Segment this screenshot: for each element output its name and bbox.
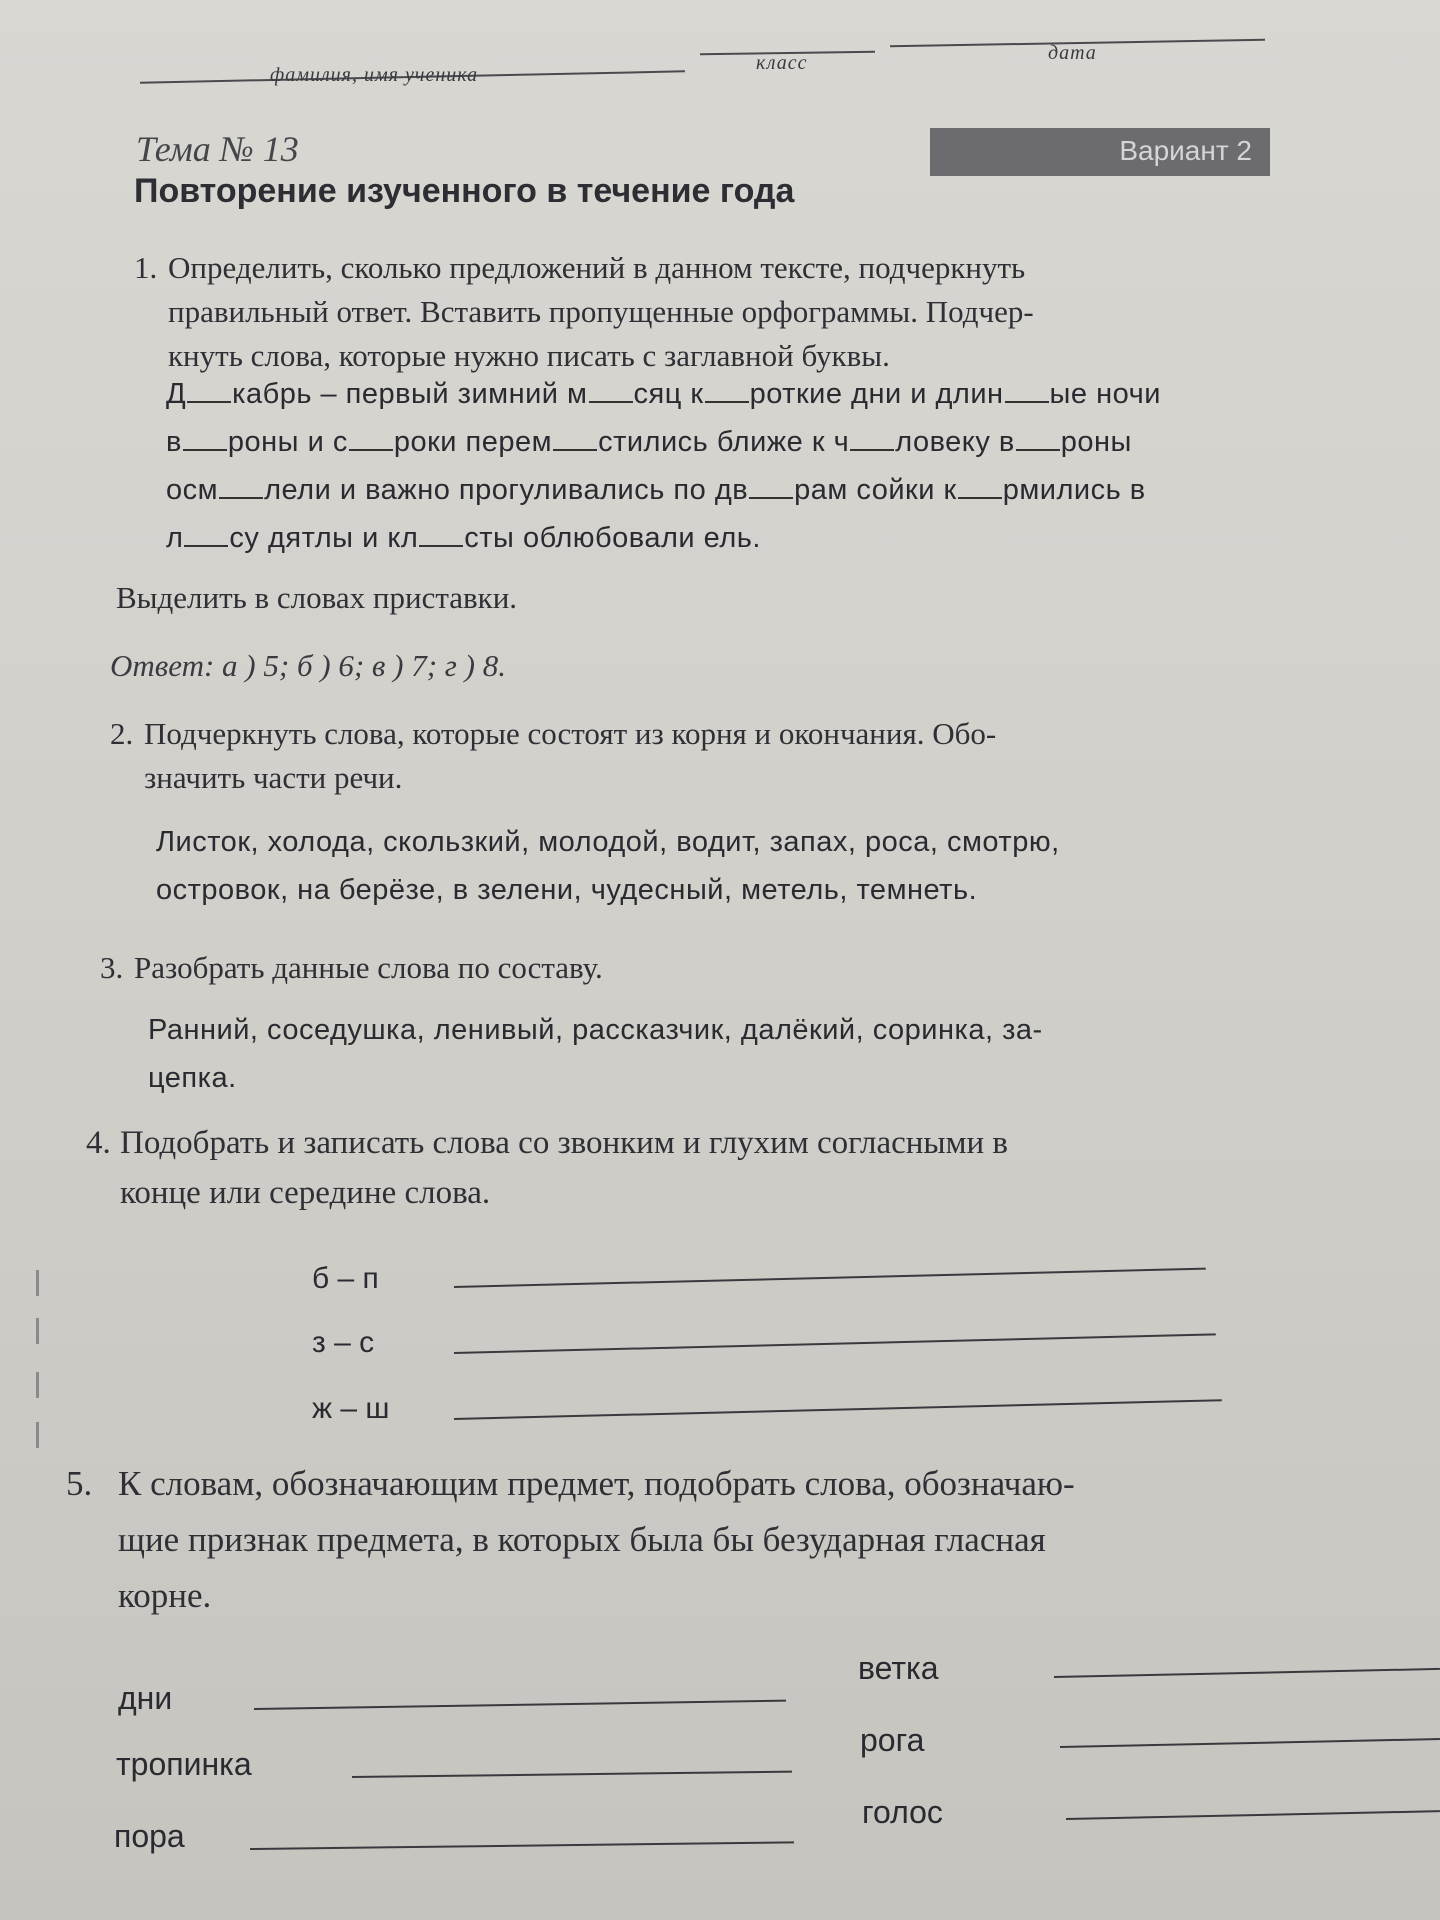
text-line-4: л су дятлы и кл сты облюбовали ель. (166, 522, 761, 554)
task-1-line-2: правильный ответ. Вставить пропущенные орфограммы. Подчер- (168, 294, 1034, 329)
answer-line-pora[interactable] (250, 1841, 794, 1850)
word-dni: дни (118, 1680, 173, 1716)
task-2-words-line-1: Листок, холода, скользкий, молодой, водит, запах, роса, смотрю, (156, 826, 1060, 858)
blank[interactable] (187, 379, 231, 403)
word-golos: голос (862, 1794, 943, 1830)
answer-options: Ответ: а ) 5; б ) 6; в ) 7; г ) 8. (110, 648, 506, 683)
word-tropinka: тропинка (116, 1746, 252, 1782)
word-roga: рога (860, 1722, 925, 1758)
variant-badge: Вариант 2 (930, 128, 1270, 176)
margin-mark (36, 1270, 39, 1296)
task-3-statement (100, 946, 603, 990)
task-2-number: 2. (110, 716, 134, 751)
task-4-line-1: Подобрать и записать слова со звонким и глухим согласными в (120, 1125, 1008, 1161)
pair-b-p: б – п (312, 1262, 379, 1295)
answer-line-tropinka[interactable] (352, 1771, 792, 1778)
class-caption: класс (756, 52, 808, 74)
answer-line-roga[interactable] (1060, 1738, 1440, 1748)
task-3-words-line-1: Ранний, соседушка, ленивый, рассказчик, далёкий, соринка, за- (148, 1014, 1043, 1046)
answer-line-dni[interactable] (254, 1700, 786, 1710)
task-5-line-3: корне. (118, 1576, 212, 1615)
task-5-number: 5. (66, 1464, 93, 1503)
answer-line-golos[interactable] (1066, 1810, 1440, 1820)
blank[interactable] (705, 379, 749, 403)
word-pora: пора (114, 1818, 185, 1854)
date-caption: дата (1048, 42, 1097, 64)
task-5-line-1: К словам, обозначающим предмет, подобрать слова, обозначаю- (118, 1464, 1075, 1503)
task-1-number: 1. (134, 250, 158, 285)
word-vetka: ветка (858, 1650, 939, 1686)
task-1-line-1: Определить, сколько предложений в данном тексте, подчеркнуть (168, 250, 1026, 285)
blank[interactable] (1016, 427, 1060, 451)
blank[interactable] (553, 427, 597, 451)
task-4-number: 4. (86, 1125, 111, 1161)
blank[interactable] (184, 523, 228, 547)
text-line-3: осм лели и важно прогуливались по дв рам сойки к рмились в (166, 474, 1146, 506)
blank[interactable] (183, 427, 227, 451)
answer-line-zh-sh[interactable] (454, 1399, 1222, 1420)
blank[interactable] (219, 475, 263, 499)
margin-mark (36, 1422, 39, 1448)
task-2-statement (110, 712, 996, 800)
task-1-statement (134, 246, 1034, 378)
blank[interactable] (349, 427, 393, 451)
task-1-line-3: кнуть слова, которые нужно писать с заглавной буквы. (168, 338, 890, 373)
task-1-text (166, 370, 1161, 562)
margin-mark (36, 1318, 39, 1344)
blank[interactable] (749, 475, 793, 499)
task-2-line-1: Подчеркнуть слова, которые состоят из корня и окончания. Обо- (144, 716, 997, 751)
blank[interactable] (958, 475, 1002, 499)
task-2-words (156, 818, 1060, 914)
pair-zh-sh: ж – ш (312, 1392, 390, 1425)
task-3-number: 3. (100, 950, 124, 985)
margin-mark (36, 1372, 39, 1398)
pair-z-s: з – с (312, 1326, 375, 1359)
task-4-statement (86, 1118, 1008, 1218)
answer-line-z-s[interactable] (454, 1333, 1216, 1354)
task-2-line-2: значить части речи. (144, 760, 403, 795)
blank[interactable] (850, 427, 894, 451)
answer-line-vetka[interactable] (1054, 1668, 1440, 1678)
page-title: Повторение изученного в течение года (134, 172, 795, 210)
answer-line-b-p[interactable] (454, 1268, 1206, 1288)
prefix-task: Выделить в словах приставки. (116, 580, 518, 615)
task-3-line: Разобрать данные слова по составу. (134, 950, 603, 985)
blank[interactable] (419, 523, 463, 547)
text-line-2: в роны и с роки перем стились ближе к ч ловеку в роны (166, 426, 1132, 458)
text-line-1: Д кабрь – первый зимний м сяц к роткие дни и длин ые ночи (166, 378, 1161, 410)
blank[interactable] (1005, 379, 1049, 403)
topic-number: Тема № 13 (136, 129, 299, 169)
task-3-words (148, 1006, 1043, 1102)
task-3-words-line-2: цепка. (148, 1062, 237, 1094)
task-5-line-2: щие признак предмета, в которых была бы безударная гласная (118, 1520, 1046, 1559)
task-2-words-line-2: островок, на берёзе, в зелени, чудесный, метель, темнеть. (156, 874, 978, 906)
task-5-statement (66, 1456, 1075, 1624)
student-name-caption: фамилия, имя ученика (270, 64, 479, 86)
task-4-line-2: конце или середине слова. (120, 1175, 491, 1211)
blank[interactable] (589, 379, 633, 403)
